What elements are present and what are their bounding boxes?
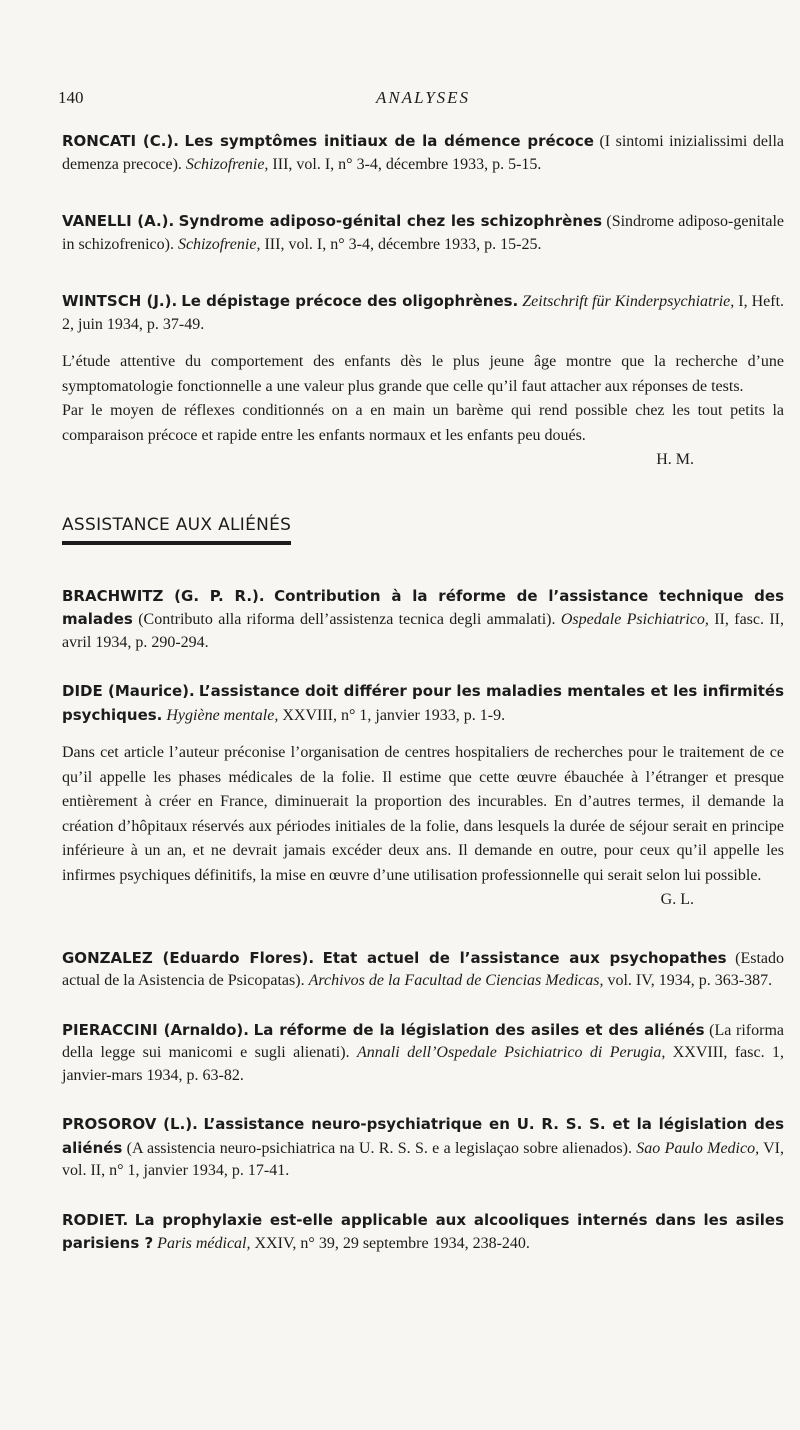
- entry-original-title: (A assistencia neuro-psichiatrica na U. R. S. S. e a legislaçao sobre alienados).: [122, 1139, 637, 1157]
- abstract-paragraph: Par le moyen de réflexes conditionnés on a en main un barème qui rend possible chez les tout petits la comparaison précoce et rapide entre les enfants normaux et les enfants peu doués.: [62, 402, 784, 444]
- entry-wintsch: [62, 290, 784, 336]
- entry-title: Le dépistage précoce des oligophrènes.: [181, 292, 519, 310]
- entry-reference: vol. IV, 1934, p. 363-387.: [603, 972, 773, 989]
- abstract-wintsch: [62, 350, 784, 473]
- entry-title: L’assistance doit différer pour les maladies mentales et les infirmités psychiques.: [62, 682, 785, 724]
- entry-title: Contribution à la réforme de l’assistance technique des malades: [62, 586, 784, 628]
- abstract-paragraph: L’étude attentive du comportement des enfants dès le plus jeune âge montre que la recherche d’une symptomatologie fonctionnelle a une valeur plus grande que celle qu’il faut attacher aux réponses de tests.: [62, 353, 784, 395]
- entry-journal: Schizofrenie,: [177, 235, 261, 253]
- entry-reference: XXVIII, fasc. 1, janvier-mars 1934, p. 63-82.: [62, 1044, 785, 1084]
- entry-reference: III, vol. I, n° 3-4, décembre 1933, p. 15-25.: [260, 235, 542, 253]
- abstract-paragraph: Dans cet article l’auteur préconise l’organisation de centres hospitaliers de recherches pour le traitement de ce qu’il appelle les phases médicales de la folie. Il estime que cette œuvre ébauchée à l’étranger et presque entièrement à créer en France, diminuerait la proportion des incurables. En d’autres termes, il demande la création d’hôpitaux réservés aux périodes initiales de la folie, dans lesquels la durée de séjour serait en principe inférieure à un an, et ne devrait jamais excéder deux ans. Il demande en outre, pour ceux qu’il appelle les infirmes psychiques définitifs, la mise en œuvre d’une utilisation professionnelle qui serait selon lui possible.: [62, 744, 784, 884]
- entry-vanelli: [62, 210, 784, 256]
- entry-journal: Ospedale Psichiatrico,: [560, 611, 709, 628]
- entry-reference: XXVIII, n° 1, janvier 1933, p. 1-9.: [278, 706, 506, 724]
- reviewer-signature: G. L.: [660, 891, 694, 908]
- running-header: [58, 88, 784, 116]
- reviewer-signature: H. M.: [656, 451, 694, 468]
- abstract-dide: [62, 741, 784, 913]
- entry-reference: I, Heft. 2, juin 1934, p. 37-49.: [62, 293, 785, 333]
- entry-author: VANELLI (A.).: [62, 212, 175, 230]
- entry-brachwitz: [62, 585, 784, 655]
- running-title: ANALYSES: [375, 88, 471, 107]
- entry-reference: VI, vol. II, n° 1, janvier 1934, p. 17-41.: [62, 1139, 785, 1179]
- entry-original-title: (Sindrome adiposo-genitale in schizofrenico).: [62, 213, 784, 253]
- entry-author: WINTSCH (J.).: [62, 292, 178, 310]
- entry-title: Etat actuel de l’assistance aux psychopathes: [322, 948, 727, 967]
- entry-reference: XXIV, n° 39, 29 septembre 1934, 238-240.: [250, 1235, 530, 1252]
- entry-dide: [62, 680, 784, 727]
- entry-rodiet: [62, 1209, 784, 1256]
- entry-journal: Annali dell’Ospedale Psichiatrico di Perugia,: [357, 1044, 666, 1061]
- page-number: 140: [58, 88, 84, 107]
- entry-author: BRACHWITZ (G. P. R.).: [62, 586, 265, 605]
- entry-original-title: (I sintomi inizialissimi della demenza precoce).: [62, 133, 785, 173]
- entry-journal: Zeitschrift für Kinderpsychiatrie,: [522, 293, 735, 310]
- entry-journal: Paris médical,: [157, 1235, 251, 1252]
- entry-title: Syndrome adiposo-génital chez les schizophrènes: [178, 212, 603, 230]
- entry-title: La réforme de la législation des asiles et des aliénés: [253, 1020, 705, 1039]
- entry-reference: III, vol. I, n° 3-4, décembre 1933, p. 5-15.: [268, 155, 542, 173]
- entry-pieraccini: [62, 1019, 784, 1088]
- entry-author: RODIET.: [62, 1210, 129, 1229]
- entry-prosorov: [62, 1113, 784, 1183]
- entry-author: PIERACCINI (Arnaldo).: [62, 1020, 249, 1039]
- entry-journal: Sao Paulo Medico,: [636, 1139, 760, 1157]
- entry-author: DIDE (Maurice).: [62, 682, 195, 700]
- entry-reference: II, fasc. II, avril 1934, p. 290-294.: [62, 611, 785, 651]
- entry-original-title: (La riforma della legge sui manicomi e sugli alienati).: [62, 1021, 784, 1061]
- entry-original-title: (Contributo alla riforma dell’assistenza tecnica degli ammalati).: [132, 611, 561, 628]
- entry-journal: Schizofrenie,: [185, 155, 269, 173]
- entry-title: La prophylaxie est-elle applicable aux alcooliques internés dans les asiles parisiens ?: [62, 1210, 785, 1252]
- entry-title: Les symptômes initiaux de la démence précoce: [184, 132, 594, 150]
- entry-original-title: (Estado actual de la Asistencia de Psicopatas).: [62, 949, 784, 989]
- document-page: [58, 88, 785, 1282]
- entry-journal: Hygiène mentale,: [166, 706, 279, 724]
- entry-journal: Archivos de la Facultad de Ciencias Medicas,: [308, 972, 604, 989]
- entry-roncati: [62, 130, 784, 176]
- entry-author: GONZALEZ (Eduardo Flores).: [62, 948, 315, 967]
- section-heading: ASSISTANCE AUX ALIÉNÉS: [62, 515, 291, 545]
- entry-author: RONCATI (C.).: [62, 132, 179, 150]
- entry-gonzalez: [62, 947, 784, 993]
- entry-title: L’assistance neuro-psychiatrique en U. R. S. S. et la législation des aliénés: [62, 1115, 785, 1157]
- entry-author: PROSOROV (L.).: [62, 1115, 198, 1133]
